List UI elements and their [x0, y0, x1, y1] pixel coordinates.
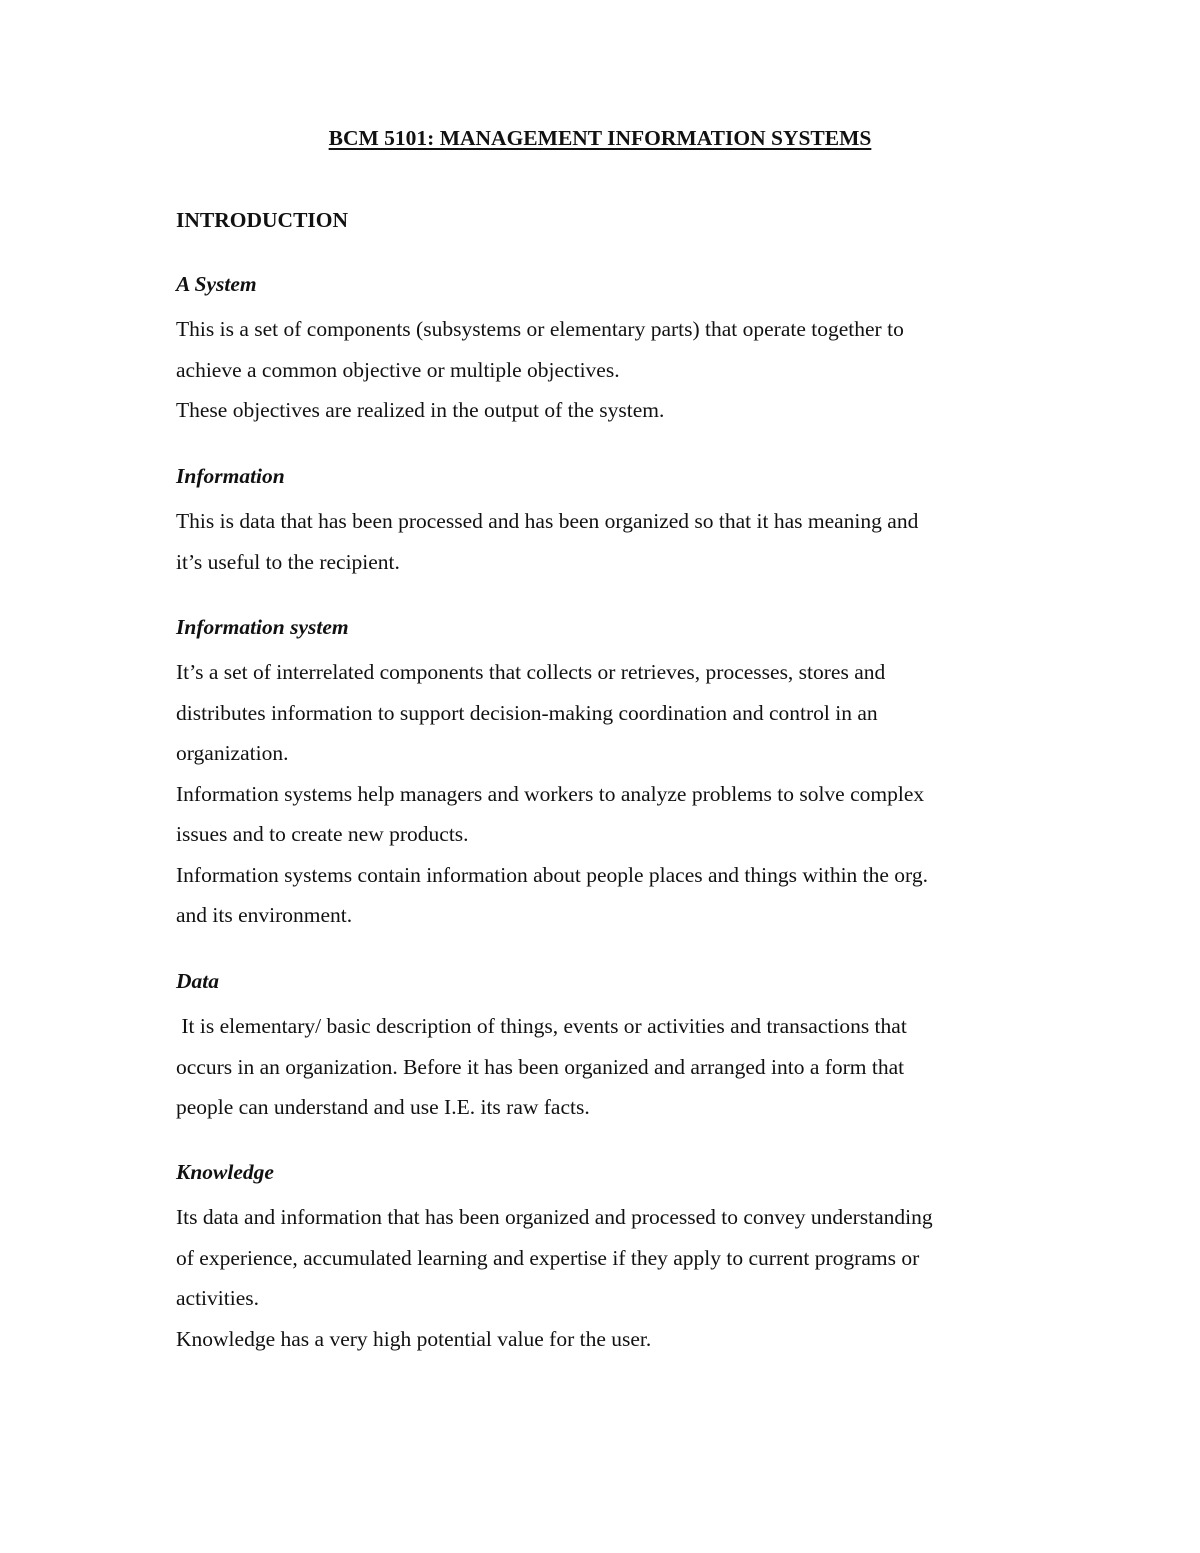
- paragraph-line: achieve a common objective or multiple objectives.: [176, 357, 620, 382]
- paragraph-line: issues and to create new products.: [176, 822, 469, 846]
- paragraph-line: it’s useful to the recipient.: [176, 549, 400, 574]
- paragraph-line: distributes information to support decision-making coordination and control in an: [176, 700, 878, 725]
- paragraph-line: It is elementary/ basic description of things, events or activities and transactions that: [176, 1014, 907, 1038]
- paragraph-line: It’s a set of interrelated components that collects or retrieves, processes, stores and: [176, 660, 886, 684]
- paragraph-line: Information systems help managers and workers to analyze problems to solve complex: [176, 781, 925, 806]
- paragraph-line: This is data that has been processed and has been organized so that it has meaning and: [176, 509, 919, 533]
- section-a-system: [176, 268, 1036, 431]
- paragraph-line: organization.: [176, 741, 289, 765]
- paragraph-line: and its environment.: [176, 903, 353, 927]
- heading-data: Data: [176, 969, 219, 993]
- paragraph-line: These objectives are realized in the output of the system.: [176, 398, 665, 422]
- heading-information: Information: [176, 464, 285, 488]
- paragraph-line: Knowledge has a very high potential value for the user.: [176, 1326, 652, 1351]
- heading-information-system: Information system: [176, 615, 349, 639]
- paragraph-line: Information systems contain information about people places and things within the org.: [176, 862, 928, 887]
- section-knowledge: [176, 1156, 1036, 1359]
- section-information-system: [176, 611, 1036, 936]
- paragraph-line: Its data and information that has been organized and processed to convey understanding: [176, 1205, 933, 1229]
- paragraph-line: This is a set of components (subsystems or elementary parts) that operate together to: [176, 317, 904, 341]
- paragraph-line: people can understand and use I.E. its raw facts.: [176, 1095, 590, 1119]
- section-title: INTRODUCTION: [176, 208, 349, 232]
- section-information: [176, 460, 1036, 582]
- heading-a-system: A System: [176, 272, 257, 296]
- paragraph-line: occurs in an organization. Before it has been organized and arranged into a form that: [176, 1054, 905, 1079]
- paragraph-line: of experience, accumulated learning and expertise if they apply to current programs or: [176, 1245, 920, 1270]
- document-title: BCM 5101: MANAGEMENT INFORMATION SYSTEMS: [328, 126, 872, 150]
- heading-knowledge: Knowledge: [176, 1160, 274, 1184]
- section-data: [176, 965, 1036, 1128]
- paragraph-line: activities.: [176, 1286, 259, 1310]
